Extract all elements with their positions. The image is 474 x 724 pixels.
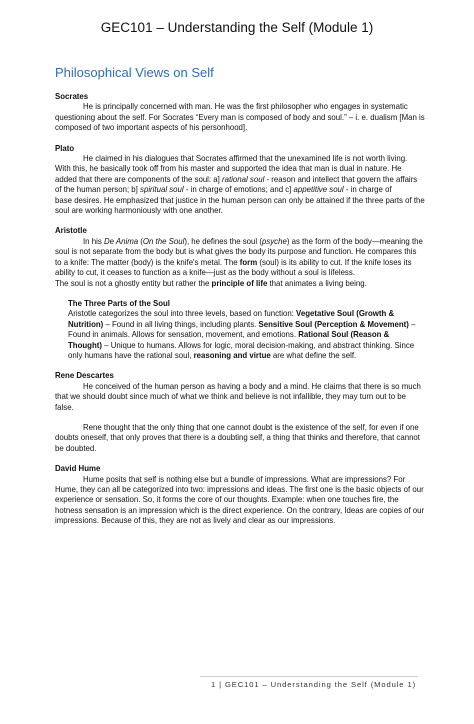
footer-separator: |	[216, 680, 225, 689]
hume-paragraph: Hume posits that self is nothing else but a bundle of impressions. What are impressions? For Hume, they can all be categorized into two: impressions and ideas. The first one is the basic objects of our experience or sensation. So, it forms the core of our thoughts. Example: when one touches fire, the hotness sensation is an impression which is the direct experience. On the contrary, Ideas are copies of our impressions. Because of this, they are not as lively and clear as our impressions.	[55, 474, 425, 526]
descartes-paragraph-2: Rene thought that the only thing that one cannot doubt is the existence of the self, for even if one doubts oneself, that only proves that there is a doubting self, a thing that thinks and therefore, that cannot be doubted.	[55, 422, 420, 453]
aristotle-text-b: (	[138, 236, 143, 246]
socrates-paragraph: He is principally concerned with man. He was the first philosopher who engages in systematic questioning about the self. For Socrates “Every man is composed of body and soul.” – i. e. dualism [Man is composed of two important aspects of his personhood].	[55, 102, 425, 133]
reasoning-virtue-term: reasoning and virtue	[193, 350, 271, 360]
document-body	[55, 92, 425, 527]
on-the-soul-title: On the Soul	[142, 236, 185, 246]
plato-text-a: He claimed in his dialogues that Socrates affirmed that the unexamined life is not worth living. With this, he basically took off from his master and supported the idea that man is dual in nature. He added that there are components of the soul: a]	[55, 154, 408, 184]
plato-text-b: - reason and intellect that govern the affairs of the human person; b]	[55, 174, 418, 195]
plato-text-c: - in charge of emotions; and c]	[183, 185, 294, 195]
aristotle-paragraph-2	[55, 279, 425, 289]
page-header-title: GEC101 – Understanding the Self (Module 1)	[100, 20, 374, 35]
tp-text-a: Aristotle categorizes the soul into three levels, based on function:	[68, 309, 297, 319]
plato-paragraph-2: base desires. He emphasized that justice in the human person can only be attained if the three parts of the soul are working harmoniously with one another.	[55, 195, 425, 216]
descartes-heading: Rene Descartes	[55, 371, 114, 381]
descartes-paragraph-1: He conceived of the human person as having a body and a mind. He claims that there is so much that we should doubt since much of what we think and believe is not infallible, they may turn out to be false.	[55, 381, 421, 412]
aristotle-p2-b: that animates a living being.	[267, 278, 367, 288]
tp-text-c: – Found in animals. Allows for sensation, movement, and emotions.	[68, 319, 416, 340]
form-term: form	[239, 257, 258, 267]
principle-of-life-term: principle of life	[211, 278, 268, 288]
footer-text: GEC101 – Understanding the Self (Module 1)	[224, 680, 416, 689]
section-title: Philosophical Views on Self	[55, 65, 214, 80]
psyche-term: psyche	[261, 236, 287, 246]
spiritual-soul-term: spiritual soul	[140, 185, 184, 195]
tp-text-b: – Found in all living things, including plants.	[103, 319, 259, 329]
rational-soul-bold-term: Rational Soul (Reason & Thought)	[68, 330, 390, 350]
aristotle-p2-a: The soul is not a ghostly entity but rather the	[55, 278, 212, 288]
aristotle-text-d: ) as the form of the body—meaning the soul is not separate from the body but is what gives the body its purpose and function. He compares this to a knife: The matter (body) is the knife's metal. The	[55, 236, 423, 267]
appetitive-soul-term: appetitive soul	[293, 185, 344, 195]
sensitive-soul-term: Sensitive Soul (Perception & Movement)	[258, 319, 409, 329]
rational-soul-term: rational soul	[222, 174, 265, 184]
plato-text-d: - in charge of	[343, 185, 392, 195]
page-footer	[205, 680, 416, 689]
footer-divider	[200, 676, 418, 677]
hume-heading: David Hume	[55, 464, 101, 474]
plato-heading: Plato	[55, 143, 75, 153]
plato-paragraph-1	[55, 154, 425, 196]
three-parts-paragraph	[68, 309, 425, 361]
aristotle-text-a: In his	[83, 236, 104, 246]
socrates-heading: Socrates	[55, 92, 89, 101]
tp-text-d: – Unique to humans. Allows for logic, moral decision-making, and abstract thinking. Since only humans have the rational soul,	[68, 340, 415, 360]
de-anima-title: De Anima	[103, 236, 139, 246]
aristotle-heading: Aristotle	[55, 226, 87, 236]
page-number: 1	[210, 680, 217, 689]
aristotle-text-e: (soul) is its ability to cut. If the knife loses its ability to cut, it ceases to function as a knife—just as the body without a soul is lifeless.	[55, 257, 412, 278]
aristotle-text-c: ), he defines the soul (	[184, 236, 262, 246]
three-parts-heading: The Three Parts of the Soul	[68, 298, 170, 308]
aristotle-paragraph-1	[55, 237, 425, 279]
vegetative-soul-term: Vegetative Soul (Growth & Nutrition)	[68, 309, 395, 329]
tp-text-e: are what define the self.	[270, 350, 357, 360]
